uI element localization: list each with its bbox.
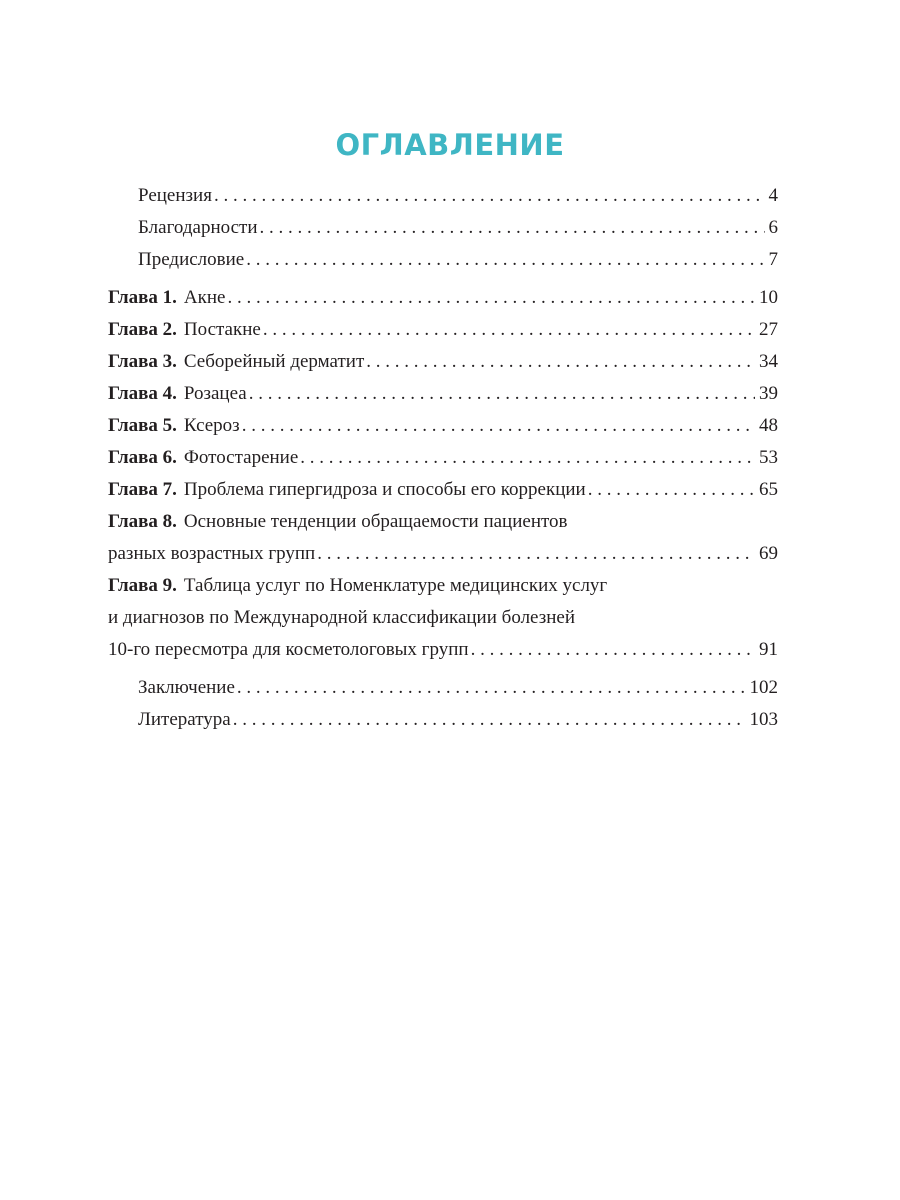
chapter-title: Проблема гипергидроза и способы его коррекции xyxy=(183,479,586,500)
dot-leader xyxy=(233,704,746,736)
dot-leader xyxy=(588,474,755,506)
toc-entry-chapter-6[interactable] xyxy=(108,442,778,474)
toc-entry-title: Рецензия xyxy=(138,185,212,206)
toc-entry-chapter-9[interactable] xyxy=(108,570,778,666)
chapter-label: Глава 1. xyxy=(108,287,177,308)
chapter-page: 34 xyxy=(759,351,778,372)
toc-entry-chapter-3[interactable] xyxy=(108,346,778,378)
toc-entry-conclusion[interactable] xyxy=(108,672,778,704)
toc-entry-chapter-2[interactable] xyxy=(108,314,778,346)
toc-entry-page: 6 xyxy=(768,217,778,238)
chapter-title-line: Основные тенденции обращаемости пациентов xyxy=(183,511,568,532)
dot-leader xyxy=(366,346,755,378)
chapter-title-line: и диагнозов по Международной классификации болезней xyxy=(108,607,575,628)
dot-leader xyxy=(242,410,755,442)
toc-entry-acknowledgements[interactable] xyxy=(108,212,778,244)
toc-entry-title: Литература xyxy=(138,709,231,730)
dot-leader xyxy=(471,634,755,666)
chapter-title: Ксероз xyxy=(183,415,240,436)
dot-leader xyxy=(249,378,755,410)
toc-entry-chapter-4[interactable] xyxy=(108,378,778,410)
chapter-label: Глава 2. xyxy=(108,319,177,340)
chapter-label: Глава 3. xyxy=(108,351,177,372)
toc-entry-chapter-8[interactable] xyxy=(108,506,778,570)
chapter-page: 53 xyxy=(759,447,778,468)
chapter-title: Постакне xyxy=(183,319,261,340)
chapter-page: 39 xyxy=(759,383,778,404)
toc-title: ОГЛАВЛЕНИЕ xyxy=(335,128,565,162)
chapter-page: 27 xyxy=(759,319,778,340)
toc-entry-review[interactable] xyxy=(108,180,778,212)
chapter-label: Глава 9. xyxy=(108,575,177,596)
chapter-page: 48 xyxy=(759,415,778,436)
toc-entry-page: 4 xyxy=(768,185,778,206)
toc-entry-title: Предисловие xyxy=(138,249,245,270)
chapter-page: 69 xyxy=(759,543,778,564)
toc-entry-chapter-5[interactable] xyxy=(108,410,778,442)
dot-leader xyxy=(227,282,755,314)
chapter-title: Фотостарение xyxy=(183,447,299,468)
dot-leader xyxy=(317,538,755,570)
chapter-page: 91 xyxy=(759,639,778,660)
toc-entry-preface[interactable] xyxy=(108,244,778,276)
chapter-page: 10 xyxy=(759,287,778,308)
chapter-label: Глава 6. xyxy=(108,447,177,468)
chapter-title-line: 10-го пересмотра для косметологовых групп xyxy=(108,639,469,660)
table-of-contents xyxy=(108,180,778,736)
toc-entry-page: 103 xyxy=(749,709,778,730)
dot-leader xyxy=(214,180,765,212)
chapter-title: Розацеа xyxy=(183,383,247,404)
chapter-label: Глава 7. xyxy=(108,479,177,500)
chapter-label: Глава 8. xyxy=(108,511,177,532)
dot-leader xyxy=(263,314,755,346)
toc-entry-references[interactable] xyxy=(108,704,778,736)
dot-leader xyxy=(300,442,755,474)
toc-entry-chapter-7[interactable] xyxy=(108,474,778,506)
chapter-page: 65 xyxy=(759,479,778,500)
toc-entry-title: Заключение xyxy=(138,677,235,698)
dot-leader xyxy=(237,672,746,704)
chapter-title-line: Таблица услуг по Номенклатуре медицинских услуг xyxy=(183,575,608,596)
chapter-label: Глава 4. xyxy=(108,383,177,404)
toc-entry-chapter-1[interactable] xyxy=(108,282,778,314)
chapter-title: Себорейный дерматит xyxy=(183,351,365,372)
chapter-title: Акне xyxy=(183,287,226,308)
toc-entry-title: Благодарности xyxy=(138,217,258,238)
chapter-label: Глава 5. xyxy=(108,415,177,436)
toc-entry-page: 7 xyxy=(768,249,778,270)
dot-leader xyxy=(246,244,764,276)
dot-leader xyxy=(260,212,765,244)
toc-entry-page: 102 xyxy=(749,677,778,698)
chapter-title-line: разных возрастных групп xyxy=(108,543,316,564)
